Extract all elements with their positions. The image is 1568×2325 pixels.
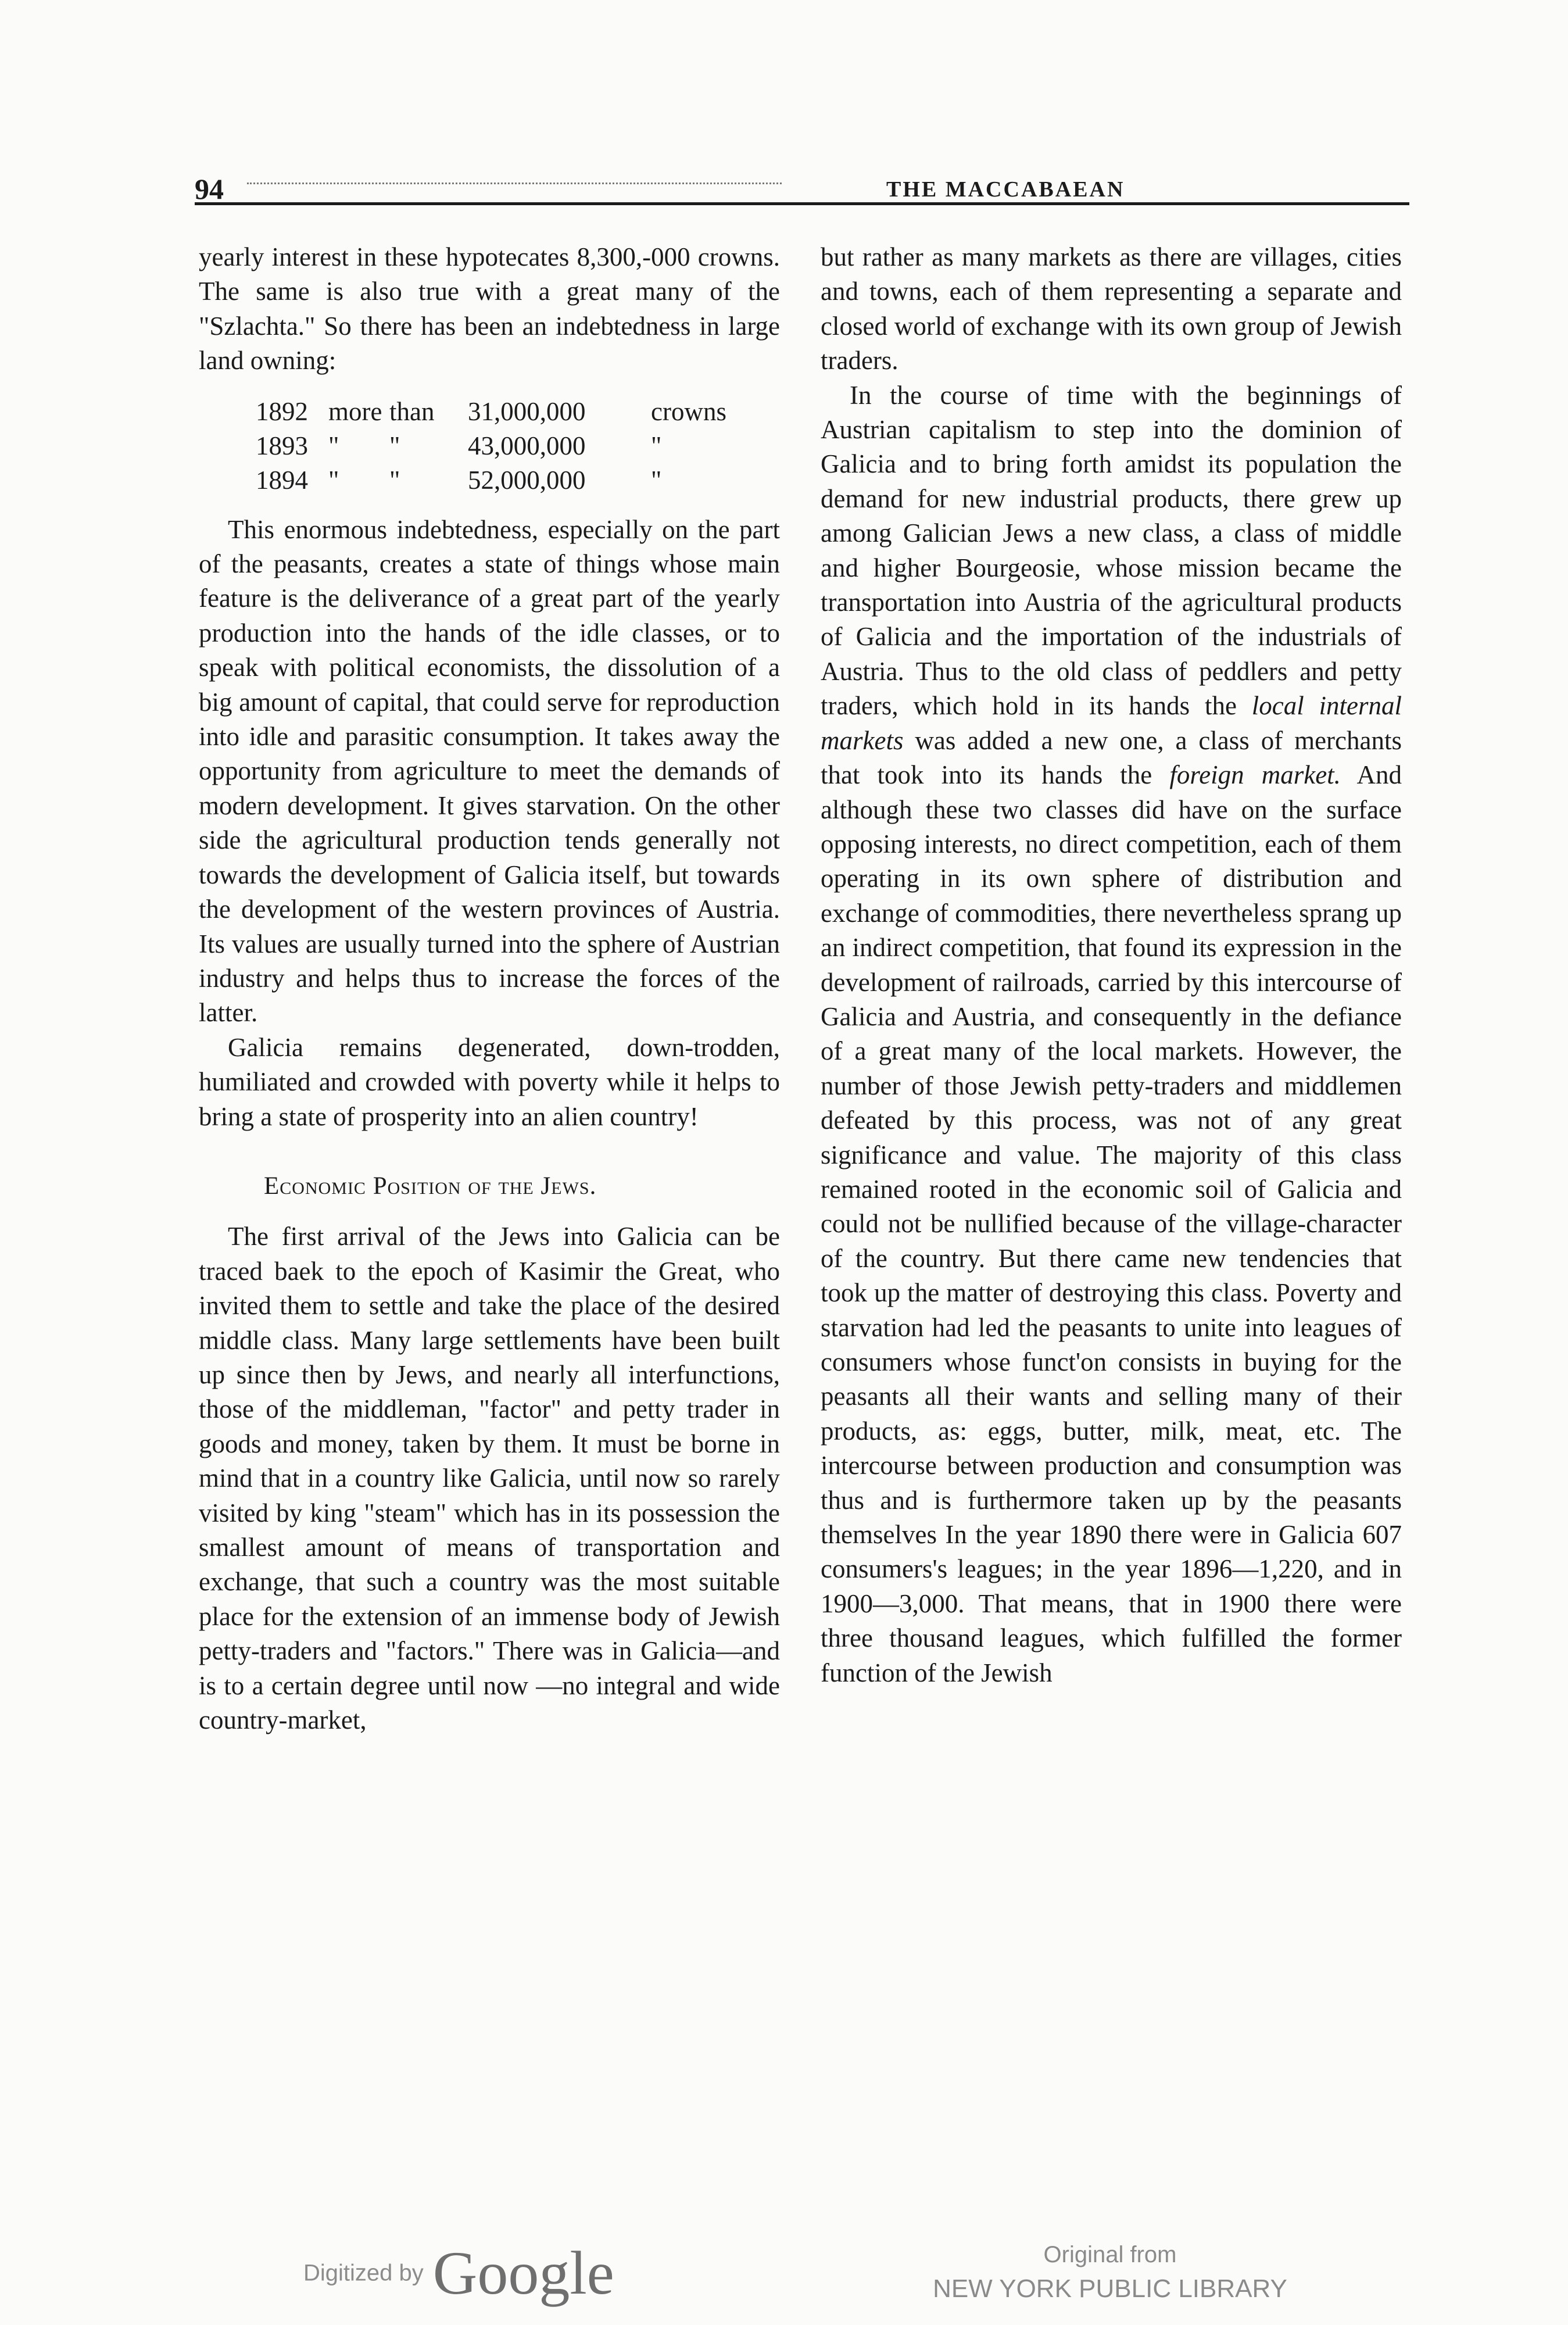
table-year: 1892 — [256, 396, 308, 426]
left-paragraph-4: The first arrival of the Jews into Galicia can be traced baek to the epoch of Kasimir the Great, who invited them to settle and take the place of the desired middle class. Many large settlements have been built up since then by Jews, and nearly all interfunctions, those of the middleman, "factor" and petty trader in goods and money, taken by them. It must be borne in mind that in a country like Galicia, until now so rarely visited by king "steam" which has in its possession the smallest amount of means of transportation and exchange, that such a country was the most suitable place for the extension of an immense body of Jewish petty-traders and "factors." There was in Galicia—and is to a certain degree until now —no integral and wide country-market, — [199, 1222, 780, 1735]
table-amount: 43,000,000 — [468, 431, 586, 460]
right-paragraph-2-part-c: And although these two classes did have on the surface opposing interests, no direct competition, each of them operating in its own sphere of distribution and exchange of commodities, there nevertheless sprang up an indirect competition, that found its expression in the development of railroads, carried by this intercourse of Galicia and Austria, and consequently in the defiance of a great many of the local markets. However, the number of those Jewish petty-traders and middlemen defeated by this process, was not of any great significance and value. The majority of this class remained rooted in the economic soil of Galicia and could not be nullified because of the village-character of the country. But there came new tendencies that took up the matter of destroying this class. Poverty and starvation had led the peasants to unite into leagues of consumers whose funct'on consists in buying for the peasants all their wants and selling many of their products, as: eggs, butter, milk, meat, etc. The intercourse between production and consumption was thus and is furthermore taken up by the peasants themselves In the year 1890 there were in Galicia 607 consumers's leagues; in the year 1896—1,220, and in 1900—3,000. That means, that in 1900 there were three thousand leagues, which fulfilled the former function of the Jewish — [821, 760, 1402, 1687]
left-paragraph-2: This enormous indebtedness, especially on the part of the peasants, creates a state of things whose main feature is the deliverance of a great part of the yearly production into the hands of the idle classes, or to speak with political economists, the dissolution of a big amount of capital, that could serve for reproduction into idle and parasitic consumption. It takes away the opportunity from agriculture to meet the demands of modern development. It gives starvation. On the other side the agricultural production tends generally not towards the development of Galicia itself, but towards the development of the western provinces of Austria. Its values are usually turned into the sphere of Austrian industry and helps thus to increase the forces of the latter. — [199, 514, 780, 1028]
digitized-by-watermark — [303, 2238, 614, 2309]
table-row — [256, 463, 780, 498]
right-paragraph-2-part-b: was added a new one, a class of merchants that took into its hands the — [821, 725, 1402, 790]
table-amount: 52,000,000 — [468, 465, 586, 495]
table-cell: more — [328, 396, 382, 426]
digitized-by-text: Digitized by — [303, 2260, 424, 2286]
table-cell: than — [389, 396, 435, 426]
table-unit: crowns — [651, 396, 726, 426]
table-row — [256, 395, 780, 429]
running-header — [195, 174, 1409, 205]
original-from-text: Original from — [1043, 2242, 1177, 2267]
table-cell: " — [328, 465, 339, 495]
left-column — [199, 240, 780, 1737]
original-from-watermark — [924, 2238, 1296, 2306]
right-paragraph-2 — [821, 378, 1402, 1690]
journal-title: THE MACCABAEAN — [886, 177, 1125, 202]
right-column — [821, 240, 1402, 1690]
google-logo: Google — [432, 2239, 614, 2307]
section-heading: Economic Position of the Jews. — [264, 1172, 597, 1200]
table-cell: " — [328, 431, 339, 460]
table-unit: " — [651, 431, 662, 460]
table-unit: " — [651, 465, 662, 495]
italic-local-internal-markets: local internal markets — [821, 691, 1402, 755]
left-paragraph-1: yearly interest in these hypotecates 8,300,-000 crowns. The same is also true with a great many of the "Szlachta." So there has been an indebtedness in large land owning: — [199, 242, 780, 375]
left-paragraph-3: Galicia remains degenerated, down-trodden, humiliated and crowded with poverty while it helps to bring a state of prosperity into an alien country! — [199, 1032, 780, 1131]
table-cell: " — [389, 465, 400, 495]
table-cell: " — [389, 431, 400, 460]
table-year: 1893 — [256, 431, 308, 460]
italic-foreign-market: foreign market. — [1169, 760, 1341, 790]
library-name: NEW YORK PUBLIC LIBRARY — [933, 2274, 1287, 2303]
indebtedness-table — [256, 395, 780, 498]
table-year: 1894 — [256, 465, 308, 495]
table-amount: 31,000,000 — [468, 396, 586, 426]
right-paragraph-2-part-a: In the course of time with the beginnings of Austrian capitalism to step into the dominion of Galicia and to bring forth amidst its population the demand for new industrial products, there grew up among Galician Jews a new class, a class of middle and higher Bourgeosie, whose mission became the transportation into Austria of the agricultural products of Galicia and the importation of the industrials of Austria. Thus to the old class of peddlers and petty traders, which hold in its hands the — [821, 380, 1402, 721]
header-leader-dots — [247, 183, 782, 184]
page-number: 94 — [195, 173, 224, 205]
table-row — [256, 429, 780, 463]
right-paragraph-1: but rather as many markets as there are villages, cities and towns, each of them representing a separate and closed world of exchange with its own group of Jewish traders. — [821, 242, 1402, 375]
